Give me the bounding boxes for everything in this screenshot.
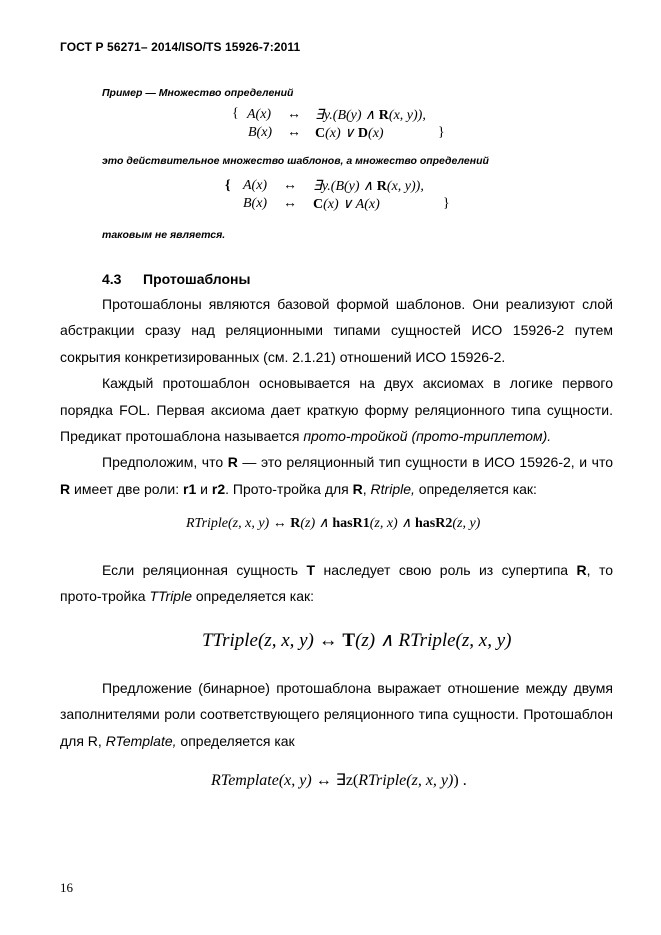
set2-row1-rhs: ∃y.(B(y) ∧ R(x, y)), — [313, 179, 424, 194]
set1-row2-lhs: B(x) — [248, 125, 273, 140]
set1-row2-rhs: C(x) ∨ D(x) — [315, 126, 384, 141]
set1-close-brace: } — [438, 125, 445, 140]
section-number: 4.3 — [102, 271, 122, 287]
section-title: Протошаблоны — [143, 271, 251, 287]
set2-row2-rhs: C(x) ∨ A(x) — [313, 197, 380, 212]
formula-rtriple: RTriple(z, x, y) ↔ R(z) ∧ hasR1(z, x) ∧ hasR2(z, y) — [186, 516, 481, 531]
set2-row2-arrow: ↔ — [283, 196, 297, 211]
example-intro: Пример — Множество определений — [102, 87, 294, 99]
section-heading — [102, 271, 250, 287]
paragraph-1: Протошаблоны являются базовой формой шаблонов. Они реализуют слой абстракции сразу над реляционными типами сущностей ИСО 15926-2 путем сокрытия конкретизированных (см. 2.1.21) отношений ИСО 15926-2. — [60, 296, 613, 365]
example-mid-text: это действительное множество шаблонов, а множество определений — [102, 155, 489, 167]
set2-close-brace: } — [443, 196, 450, 211]
set1-row1-arrow: ↔ — [287, 107, 301, 122]
set2-open-brace: { — [225, 178, 231, 193]
set1-row1-lhs: A(x) — [247, 107, 272, 122]
set1-row2-arrow: ↔ — [287, 125, 301, 140]
body-text-block-3 — [60, 675, 613, 754]
set1-row1-rhs: ∃y.(B(y) ∧ R(x, y)), — [315, 108, 426, 123]
paragraph-3: Предположим, что R — это реляционный тип сущности в ИСО 15926-2, и что R имеет две роли: r1 и r2. Прото-тройка для R, Rtriple, определяется как: — [60, 454, 613, 497]
paragraph-2: Каждый протошаблон основывается на двух аксиомах в логике первого порядка FOL. Первая аксиома дает краткую форму реляционного типа сущности. Предикат протошаблона называется прото-тройкой (прото-триплетом). — [60, 375, 613, 445]
set2-row1-arrow: ↔ — [283, 178, 297, 193]
page-number: 16 — [60, 880, 73, 895]
body-text-block-2 — [60, 557, 613, 610]
set2-row1-lhs: A(x) — [243, 178, 268, 193]
body-text-block-1 — [60, 291, 613, 502]
formula-ttriple: TTriple(z, x, y) ↔ T(z) ∧ RTriple(z, x, y) — [202, 630, 512, 651]
paragraph-4: Если реляционная сущность T наследует свою роль из супертипа R, то прото-тройка TTriple определяется как: — [60, 562, 613, 605]
set1-open-brace: { — [232, 106, 239, 121]
formula-rtemplate: RTemplate(x, y) ↔ ∃z(RTriple(z, x, y)) . — [211, 772, 467, 789]
paragraph-5: Предложение (бинарное) протошаблона выражает отношение между двумя заполнителями роли соответствующего реляционного типа сущности. Протошаблон для R, RTemplate, определяется как — [60, 680, 613, 749]
example-end-text: таковым не является. — [102, 229, 226, 241]
set2-row2-lhs: B(x) — [243, 196, 268, 211]
document-header: ГОСТ Р 56271– 2014/ISO/TS 15926-7:2011 — [60, 40, 301, 54]
